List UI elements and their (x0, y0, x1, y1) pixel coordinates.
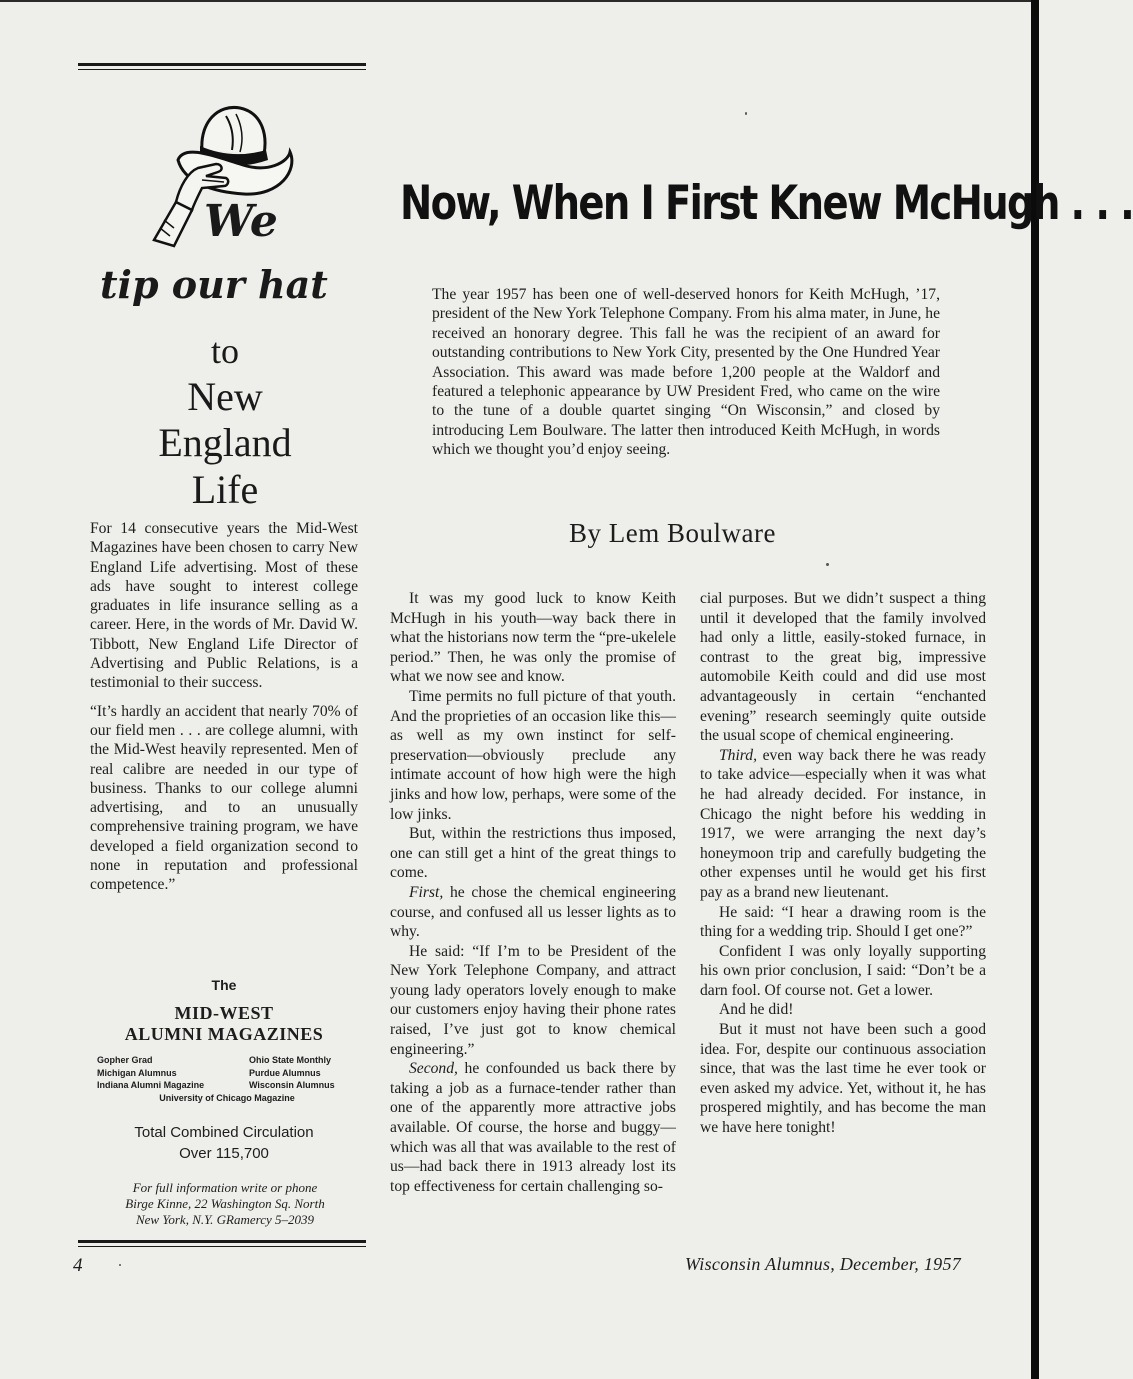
magazine-list (97, 1054, 357, 1104)
paragraph: He said: “I hear a drawing room is the thing for a wedding trip. Should I get one?” (700, 903, 986, 941)
paragraph-text: even way back there he was ready to take advice—especially when it was what he had already decided. For instance, in Chicago the night before his wedding in 1917, we were arranging the next day’s honeymoon trip and carefully budgeting the other expenses until he would get his first pay as a brand new lieutenant. (700, 746, 986, 901)
article-intro: The year 1957 has been one of well-deserved honors for Keith McHugh, ’17, president of the New York Telephone Company. From his alma mater, in June, he received an honorary degree. This fall he was the recipient of an award for outstanding contributions to New York City, presented by the One Hundred Year Association. This award was made before 1,200 people at the Waldorf and featured a telephonic appearance by UW President Fred, who came on the wire to the tune of a double quartet singing “On Wisconsin,” and closed by introducing Lem Boulware. The latter then introduced Keith McHugh, in words which we thought you’d enjoy seeing. (432, 286, 940, 459)
article-title: Now, When I First Knew McHugh . . . (400, 176, 1133, 231)
paragraph: But, within the restrictions thus imposed, one can still get a hint of the great things to come. (390, 825, 676, 882)
paragraph (390, 883, 676, 942)
top-border (0, 0, 1039, 2)
paragraph: Confident I was only loyally supporting his own prior conclusion, I said: “Don’t be a darn fool. Of course not. Get a lower. (700, 942, 986, 999)
paragraph-text: he chose the chemical engineering course, and confused all us lesser lights as to why. (390, 883, 676, 941)
lead-word: Third, (719, 746, 757, 764)
publication-footer: Wisconsin Alumnus, December, 1957 (685, 1254, 962, 1274)
paragraph: But it must not have been such a good idea. For, despite our continuous association since, that was the last time he ever took or even asked my advice. Yet, without it, he has prospered mightily, and has become the man we have here tonight! (700, 1021, 986, 1137)
ad-headline-tip-our-hat: tip our hat (100, 262, 328, 307)
magazine-name: Michigan Alumnus (97, 1067, 177, 1078)
lead-word: First, (409, 883, 444, 901)
ad-midwest-title: MID-WEST (174, 1003, 274, 1023)
page-number: 4 (73, 1255, 83, 1276)
magazine-name: Wisconsin Alumnus (249, 1080, 335, 1090)
paragraph (390, 1059, 676, 1196)
paragraph (700, 746, 986, 903)
ad-body (90, 519, 358, 904)
article-column-2 (700, 589, 986, 1138)
scan-speck (119, 1264, 121, 1266)
ad-alumni-magazines-title: ALUMNI MAGAZINES (124, 1024, 324, 1044)
ad-the: The (211, 977, 237, 993)
paragraph: And he did! (719, 1001, 794, 1019)
magazine-name: University of Chicago Magazine (159, 1092, 295, 1103)
circulation-label: Total Combined Circulation (134, 1124, 314, 1141)
ad-paragraph-quote: “It’s hardly an accident that nearly 70% of our field men . . . are college alumni, with the Mid-West heavily represented. Men of real calibre are needed in our type of business. Thanks to our college alumni advertising, and to an unusually comprehensive training program, we have developed a field organization second to none in reputation and professional competence.” (90, 702, 358, 894)
article-byline: By Lem Boulware (569, 518, 776, 548)
paragraph: cial purposes. But we didn’t suspect a thing until it developed that the family involved had only a little, easily-stoked furnace, in contrast to the great big, impressive automobile Keith could and did use most advantageously in certain “enchanted evening” research seemingly quite outside the usual scope of chemical engineering. (700, 590, 986, 745)
magazine-name: Indiana Alumni Magazine (97, 1080, 205, 1090)
scan-speck (745, 112, 747, 115)
ad-contact-info (96, 1180, 354, 1228)
paragraph: It was my good luck to know Keith McHugh in his youth—way back there in what the historians now term the “pre-ukelele period.” Then, he was only the promise of what we now see and know. (390, 590, 676, 686)
ad-paragraph-intro: For 14 consecutive years the Mid-West Magazines have been chosen to carry New England Life advertising. Most of these ads have sought to interest college graduates in life insurance selling as a career. Here, in the words of Mr. David W. Tibbott, New England Life Director of Advertising and Public Relations, is a testimonial to their success. (90, 520, 358, 692)
top-rule (78, 63, 366, 70)
scan-speck (826, 563, 829, 566)
contact-line: New York, N.Y. GRamercy 5–2039 (135, 1212, 315, 1227)
circulation-value: Over 115,700 (179, 1145, 269, 1162)
paragraph-text: he confounded us back there by taking a job as a furnace-tender rather than one of the apparently more attractive jobs available. Of course, the horse and buggy—which was all that was available to the rest of us—had back there in 1913 already lost its top effectiveness for certain challenging so- (390, 1060, 676, 1195)
magazine-name: Purdue Alumnus (249, 1067, 321, 1078)
bottom-rule (78, 1240, 366, 1247)
ad-headline-to: to (210, 331, 239, 371)
contact-line: For full information write or phone (132, 1180, 318, 1195)
ad-headline-england: England (158, 420, 292, 465)
lead-word: Second, (409, 1060, 458, 1078)
paragraph: Time permits no full picture of that youth. And the proprieties of an occasion like this—as well as my own instinct for self-preservation—obviously preclude any intimate account of how high were the high jinks and how low, perhaps, were some of the low jinks. (390, 687, 676, 823)
ad-headline-life: Life (191, 467, 259, 512)
paragraph: He said: “If I’m to be President of the New York Telephone Company, and attract young lady operators lovely enough to make our customers enjoy having their phone rates raised, I’ve just got to know chemical engineering.” (390, 942, 676, 1058)
ad-headline-we: We (204, 196, 278, 247)
magazine-name: Gopher Grad (97, 1055, 153, 1065)
magazine-name: Ohio State Monthly (249, 1055, 331, 1065)
ad-headline-new: New (187, 374, 263, 419)
contact-line: Birge Kinne, 22 Washington Sq. North (125, 1196, 325, 1211)
article-column-1 (390, 589, 676, 1196)
